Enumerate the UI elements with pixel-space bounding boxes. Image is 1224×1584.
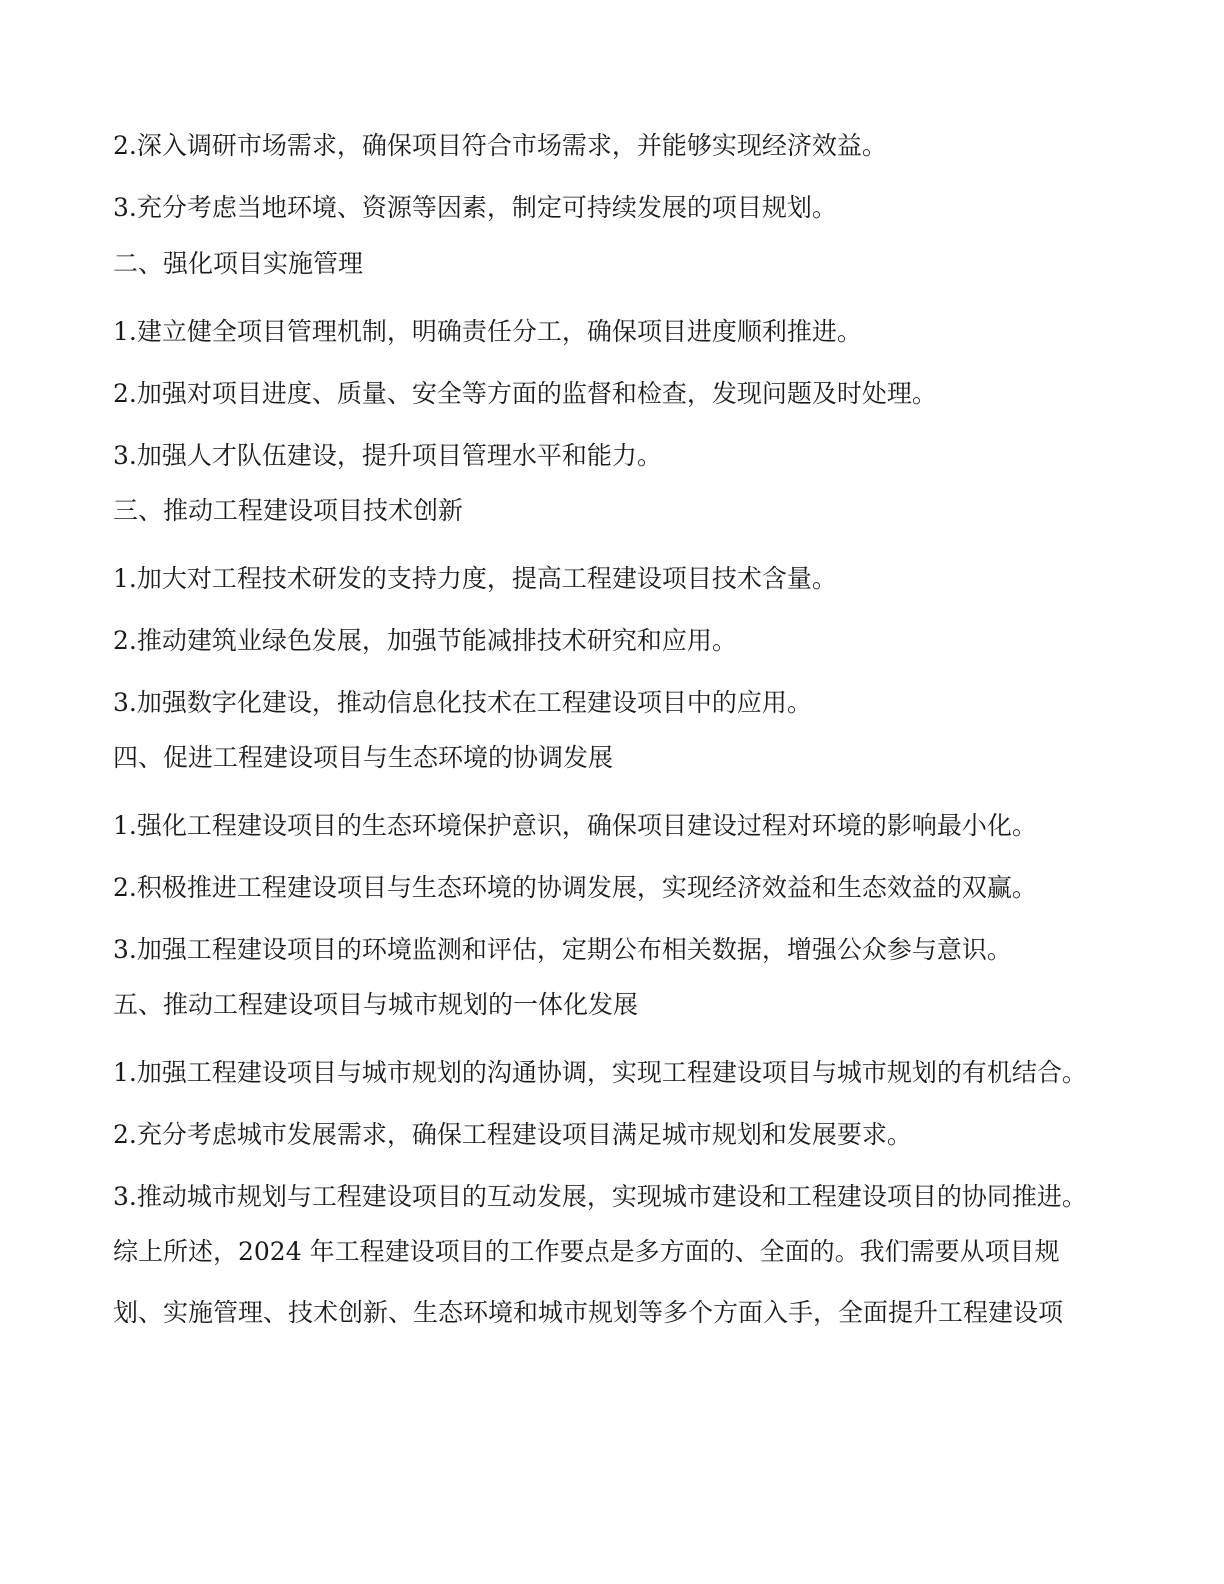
list-item-3-sustainable-planning: 3.充分考虑当地环境、资源等因素，制定可持续发展的项目规划。	[113, 193, 837, 222]
section-heading-5: 五、推动工程建设项目与城市规划的一体化发展	[113, 990, 639, 1019]
list-item-3-digitalization: 3.加强数字化建设，推动信息化技术在工程建设项目中的应用。	[113, 688, 812, 717]
section-heading-3: 三、推动工程建设项目技术创新	[113, 496, 464, 525]
list-item-2-coordinated-development: 2.积极推进工程建设项目与生态环境的协调发展，实现经济效益和生态效益的双赢。	[113, 873, 1037, 902]
list-item-3-interactive-development: 3.推动城市规划与工程建设项目的互动发展，实现城市建设和工程建设项目的协同推进。	[113, 1182, 1087, 1211]
list-item-1-planning-communication: 1.加强工程建设项目与城市规划的沟通协调，实现工程建设项目与城市规划的有机结合。	[113, 1058, 1087, 1087]
section-heading-2: 二、强化项目实施管理	[113, 249, 364, 278]
list-item-1-management-mechanism: 1.建立健全项目管理机制，明确责任分工，确保项目进度顺利推进。	[113, 317, 862, 346]
list-item-2-green-development: 2.推动建筑业绿色发展，加强节能减排技术研究和应用。	[113, 626, 737, 655]
summary-paragraph-line-1: 综上所述，2024 年工程建设项目的工作要点是多方面的、全面的。我们需要从项目规	[113, 1237, 1060, 1266]
list-item-2-supervision: 2.加强对项目进度、质量、安全等方面的监督和检查，发现问题及时处理。	[113, 379, 937, 408]
list-item-1-eco-protection: 1.强化工程建设项目的生态环境保护意识，确保项目建设过程对环境的影响最小化。	[113, 811, 1037, 840]
list-item-3-environmental-monitoring: 3.加强工程建设项目的环境监测和评估，定期公布相关数据，增强公众参与意识。	[113, 935, 1012, 964]
summary-paragraph-line-2: 划、实施管理、技术创新、生态环境和城市规划等多个方面入手，全面提升工程建设项	[113, 1298, 1064, 1327]
section-heading-4: 四、促进工程建设项目与生态环境的协调发展	[113, 743, 614, 772]
list-item-3-talent: 3.加强人才队伍建设，提升项目管理水平和能力。	[113, 441, 662, 470]
list-item-2-urban-demand: 2.充分考虑城市发展需求，确保工程建设项目满足城市规划和发展要求。	[113, 1120, 912, 1149]
list-item-1-research-support: 1.加大对工程技术研发的支持力度，提高工程建设项目技术含量。	[113, 564, 837, 593]
list-item-2-market-research: 2.深入调研市场需求，确保项目符合市场需求，并能够实现经济效益。	[113, 131, 887, 160]
